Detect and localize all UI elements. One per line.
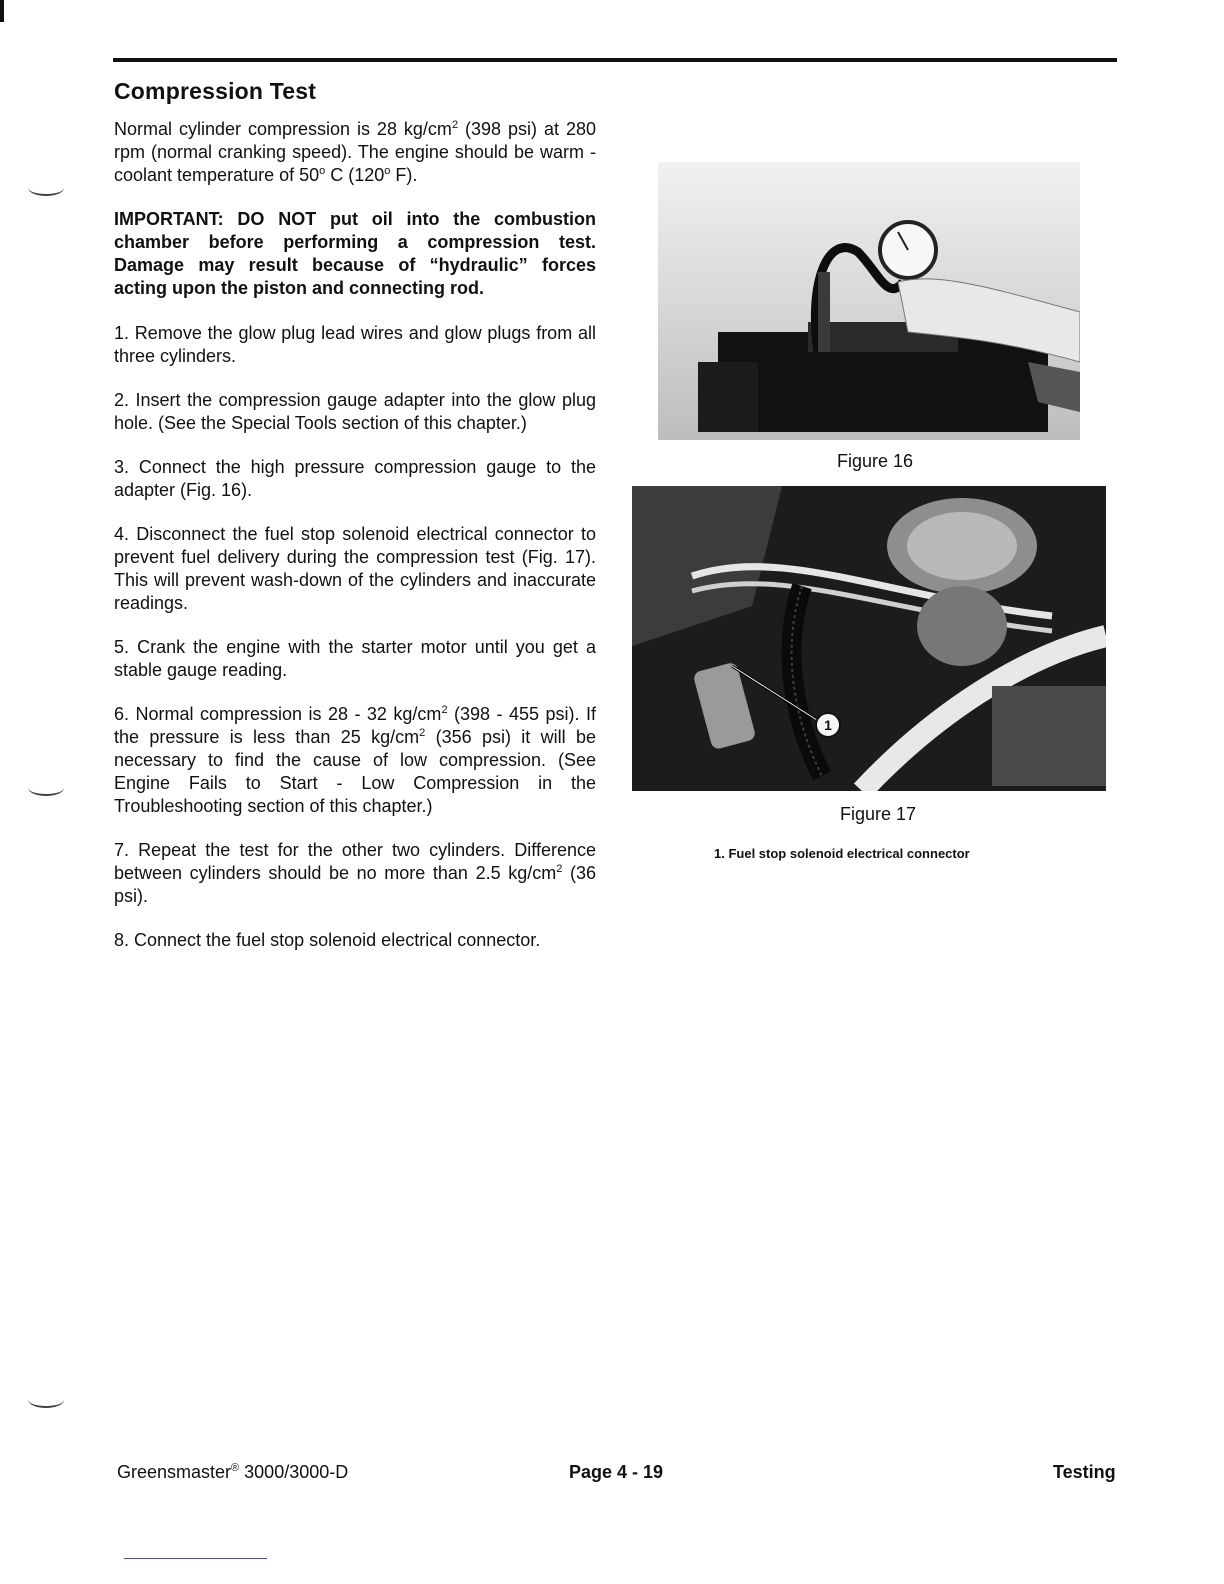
step-3: 3. Connect the high pressure compression gauge to the adapter (Fig. 16). <box>114 457 596 500</box>
footer-page-number: Page 4 - 19 <box>569 1462 664 1482</box>
figure-17-caption: Figure 17 <box>840 804 917 824</box>
body-text <box>114 118 596 973</box>
footer-section: Testing <box>1053 1462 1116 1482</box>
callout-1-label: 1 <box>824 717 832 733</box>
binder-hole-mark <box>28 1392 64 1408</box>
step-8: 8. Connect the fuel stop solenoid electrical connector. <box>114 930 541 950</box>
scan-bottom-line <box>124 1558 267 1559</box>
scan-edge-mark <box>0 0 4 22</box>
section-title: Compression Test <box>114 78 317 104</box>
step-2: 2. Insert the compression gauge adapter into the glow plug hole. (See the Special Tools section of this chapter.) <box>114 390 596 433</box>
intro-paragraph: Normal cylinder compression is 28 $kg/cm^2$ (398 psi) at 280 rpm (normal cranking speed). The engine should be warm - coolant temperature of 50$^o$ C (120$^o$ F). <box>114 119 597 185</box>
step-6: 6. Normal compression is 28 - 32 $kg/cm^2$ (398 - 455 psi). If the pressure is less than 25 $kg/cm^2$ (356 psi) it will be necessary to find the cause of low compression. (See Engine Fails to Start - Low Compression in the Troubleshooting section of this chapter.) <box>114 704 596 816</box>
figure-17-legend: 1. Fuel stop solenoid electrical connector <box>714 846 970 861</box>
step-4: 4. Disconnect the fuel stop solenoid electrical connector to prevent fuel delivery during the compression test (Fig. 17). This will prevent wash-down of the cylinders and inaccurate readings. <box>114 524 596 613</box>
step-5: 5. Crank the engine with the starter motor until you get a stable gauge reading. <box>114 637 596 680</box>
step-7: 7. Repeat the test for the other two cylinders. Difference between cylinders should be no more than 2.5 $kg/cm^2$ (36 psi). <box>114 840 596 906</box>
footer-product: Greensmaster® 3000/3000-D <box>117 1462 349 1482</box>
important-note: IMPORTANT: DO NOT put oil into the combustion chamber before performing a compression test. Damage may result because of “hydraulic” forces acting upon the piston and connecting rod. <box>114 209 596 298</box>
figure-17-photo <box>632 486 1106 791</box>
binder-hole-mark <box>28 180 64 196</box>
figure-16-photo <box>658 162 1080 440</box>
step-1: 1. Remove the glow plug lead wires and glow plugs from all three cylinders. <box>114 323 596 366</box>
header-rule <box>113 58 1117 62</box>
figure-16-caption: Figure 16 <box>837 451 914 471</box>
binder-hole-mark <box>28 780 64 796</box>
